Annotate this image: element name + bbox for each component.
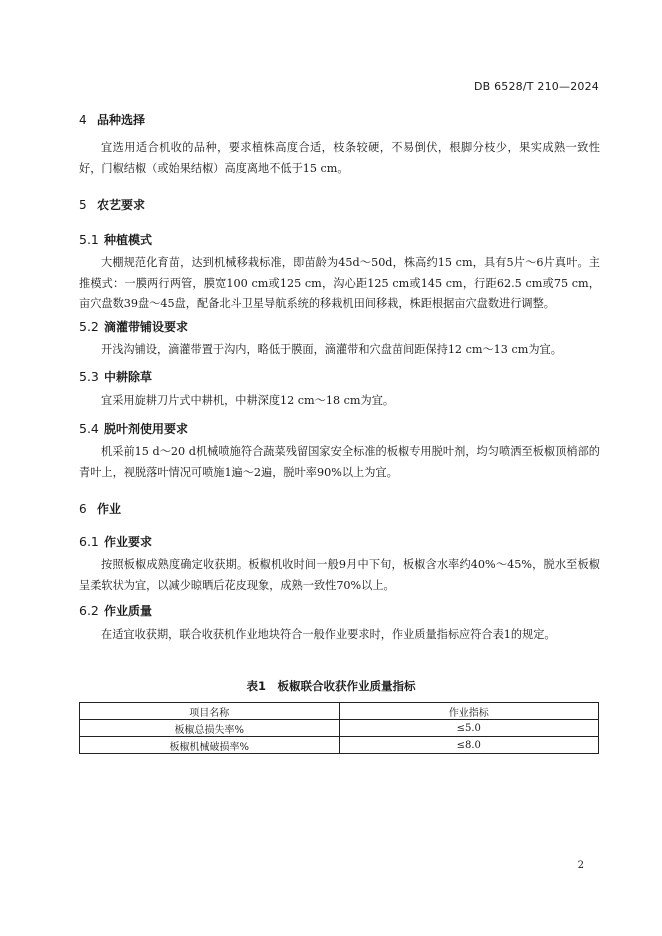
section-title: 中耕除草 — [104, 370, 153, 384]
heading-section-5 — [79, 196, 145, 213]
table-caption: 表1 板椒联合收获作业质量指标 — [246, 679, 416, 693]
section-number: 6 — [79, 502, 87, 516]
table-row — [80, 720, 599, 737]
paragraph-section-6-1: 按照板椒成熟度确定收获期。板椒机收时间一般9月中下旬，板椒含水率约40%～45%，脱水至板椒呈柔软状为宜，以减少晾晒后花皮现象，成熟一致性70%以上。 — [79, 558, 600, 592]
paragraph-section-5-2: 开浅沟铺设，滴灌带置于沟内，略低于膜面，滴灌带和穴盘苗间距保持12 cm～13 cm为宜。 — [101, 343, 562, 356]
section-number: 5.2 — [79, 319, 99, 334]
table-cell-item: 板椒总损失率% — [80, 720, 340, 737]
heading-section-5-3 — [79, 368, 152, 385]
section-title: 作业 — [97, 502, 122, 516]
section-title: 脱叶剂使用要求 — [104, 422, 189, 436]
heading-section-6-2 — [79, 602, 152, 619]
section-number: 6.2 — [79, 603, 99, 618]
section-title: 农艺要求 — [97, 198, 146, 212]
heading-section-5-2 — [79, 318, 188, 335]
section-number: 5 — [79, 198, 87, 212]
heading-section-6-1 — [79, 533, 152, 550]
section-title: 作业要求 — [104, 535, 153, 549]
table-row — [80, 737, 599, 754]
column-header-indicator: 作业指标 — [339, 703, 599, 720]
heading-section-5-1 — [79, 231, 152, 248]
table-cell-item: 板椒机械破损率% — [80, 737, 340, 754]
quality-indicator-table — [79, 702, 599, 754]
section-number: 4 — [79, 113, 87, 127]
page-number: 2 — [577, 860, 584, 871]
section-title: 种植模式 — [104, 233, 153, 247]
table-cell-indicator: ≤8.0 — [339, 737, 599, 754]
heading-section-4 — [79, 111, 145, 128]
heading-section-6 — [79, 500, 121, 517]
section-number: 5.1 — [79, 232, 99, 247]
section-title: 品种选择 — [97, 113, 146, 127]
paragraph-section-4: 宜选用适合机收的品种，要求植株高度合适，枝条较硬，不易倒伏，根脚分枝少，果实成熟一致性好，门椒结椒（或始果结椒）高度离地不低于15 cm。 — [79, 141, 600, 175]
section-title: 作业质量 — [104, 604, 153, 618]
section-number: 5.4 — [79, 421, 99, 436]
paragraph-section-5-3: 宜采用旋耕刀片式中耕机，中耕深度12 cm～18 cm为宜。 — [101, 394, 395, 407]
section-title: 滴灌带铺设要求 — [104, 320, 189, 334]
table-cell-indicator: ≤5.0 — [339, 720, 599, 737]
section-number: 5.3 — [79, 369, 99, 384]
table-header-row — [80, 703, 599, 720]
column-header-item: 项目名称 — [80, 703, 340, 720]
paragraph-section-5-4: 机采前15 d～20 d机械喷施符合蔬菜残留国家安全标准的板椒专用脱叶剂，均匀喷洒至板椒顶梢部的青叶上，视脱落叶情况可喷施1遍～2遍，脱叶率90%以上为宜。 — [79, 445, 600, 479]
section-number: 6.1 — [79, 534, 99, 549]
standard-code: DB 6528/T 210—2024 — [473, 80, 599, 93]
heading-section-5-4 — [79, 420, 188, 437]
paragraph-section-5-1: 大棚规范化育苗，达到机械移栽标准，即苗龄为45d～50d，株高约15 cm，具有5片～6片真叶。主推模式：一膜两行两管，膜宽100 cm或125 cm，沟心距125 cm或145 cm，行距62.5 cm或75 cm，亩穴盘数39盘～45盘，配备北斗卫星导航系统的移栽机田间移栽，株距根据亩穴盘数进行调整。 — [79, 256, 600, 310]
paragraph-section-6-2: 在适宜收获期，联合收获机作业地块符合一般作业要求时，作业质量指标应符合表1的规定。 — [101, 628, 556, 641]
